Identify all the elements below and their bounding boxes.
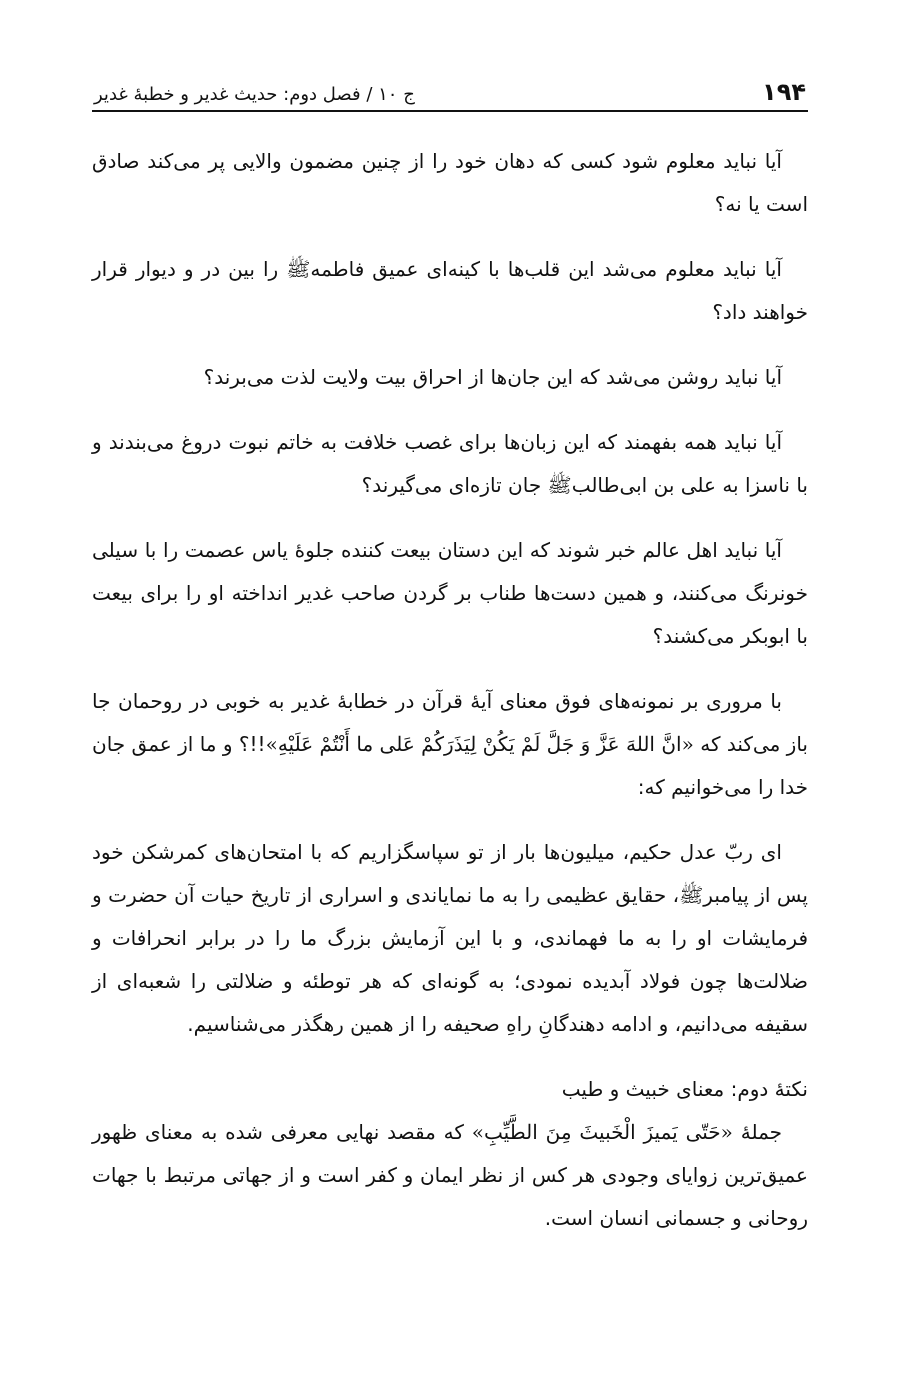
- paragraph-4: آیا نباید همه بفهمند که این زبان‌ها برای غصب خلافت به خاتم نبوت دروغ می‌بندند و با ناسزا به علی بن ابی‌طالب‌ﷺ جان تازه‌ای می‌گیرند؟: [92, 430, 808, 497]
- paragraph-quran-verse: [92, 680, 808, 809]
- section-text-before: جملهٔ: [732, 1120, 782, 1144]
- paragraph-prayer: ای ربّ عدل حکیم، میلیون‌ها بار از تو سپاسگزاریم که با امتحان‌های کمرشکن خود پس از پیامبرﷺ، حقایق عظیمی را به ما نمایاندی و اسراری از تاریخ حیات آن حضرت و فرمایشات او را به ما فهماندی، و با این آزمایش بزرگ ما را در برابر انحرافات و ضلالت‌ها چون فولاد آبدیده نمودی؛ به گونه‌ای که هر توطئه و ضلالتی را شعبه‌ای از سقیفه می‌دانیم، و ادامه دهندگانِ راهِ صحیفه را از همین رهگذر می‌شناسیم.: [92, 840, 808, 1036]
- paragraph-1: آیا نباید معلوم شود کسی که دهان خود را از چنین مضمون والایی پر می‌کند صادق است یا نه؟: [92, 149, 808, 216]
- section-heading: نکتهٔ دوم: معنای خبیث و طیب: [561, 1077, 808, 1101]
- book-page: [92, 60, 808, 1360]
- paragraph-3: آیا نباید روشن می‌شد که این جان‌ها از احراق بیت ولایت لذت می‌برند؟: [203, 365, 782, 389]
- paragraph-2: آیا نباید معلوم می‌شد این قلب‌ها با کینه‌ای عمیق فاطمه‌ﷺ را بین در و دیوار قرار خواهند داد؟: [92, 257, 808, 324]
- paragraph-5: آیا نباید اهل عالم خبر شوند که این دستان بیعت کننده جلوهٔ یاس عصمت را با سیلی خونرنگ می‌کنند، و همین دست‌ها طناب بر گردن صاحب غدیر انداخته او را برای بیعت با ابوبکر می‌کشند؟: [92, 538, 808, 648]
- quran-quote: «انَّ اللهَ عَزَّ وَ جَلَّ لَمْ یَکُنْ لِیَذَرَکُمْ عَلی ما أَنْتُمْ عَلَیْهِ»: [265, 732, 694, 756]
- section-text-after: که مقصد نهایی معرفی شده به معنای ظهور عمیق‌ترین زوایای وجودی هر کس از نظر ایمان و کفر است و از جهاتی مرتبط با جهات روحانی و جسمانی انسان است.: [92, 1120, 808, 1230]
- paragraph-quran-text-after: !!؟ و ما از عمق جان خدا را می‌خوانیم که:: [92, 732, 808, 799]
- section-quote: «حَتّی یَمیزَ الْخَبیثَ مِنَ الطَّیِّبِ»: [471, 1120, 733, 1144]
- page-number: ۱۹۴: [762, 78, 806, 106]
- section-paragraph: [92, 1111, 808, 1240]
- page-body: [92, 140, 808, 1240]
- page-header: [92, 60, 808, 112]
- paragraph-quran-text-before: با مروری بر نمونه‌های فوق معنای آیهٔ قرآن در خطابهٔ غدیر به خوبی در روحمان جا باز می‌کند که: [92, 689, 808, 756]
- running-head: ج ۱۰ / فصل دوم: حدیث غدیر و خطبهٔ غدیر: [94, 84, 415, 105]
